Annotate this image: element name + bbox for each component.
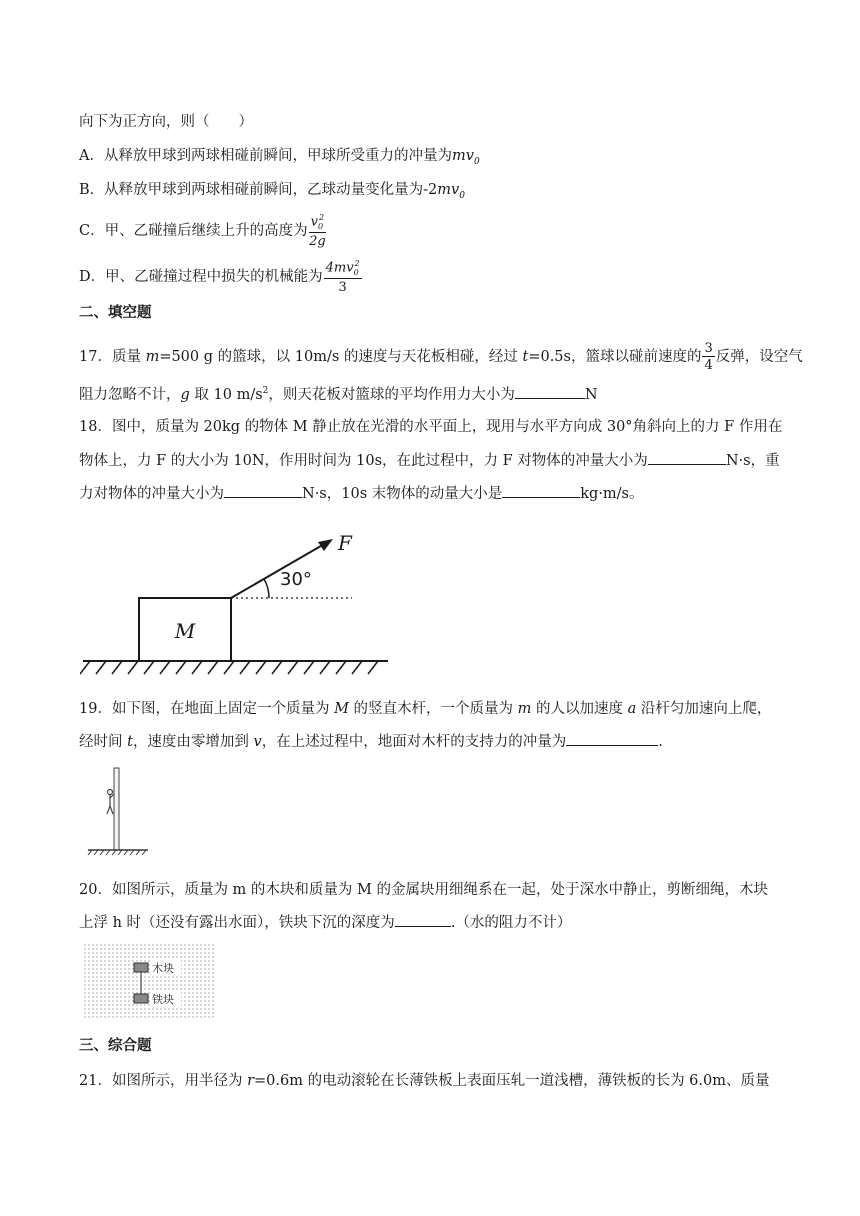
q19-figure — [84, 764, 154, 858]
q19-answer-blank[interactable] — [566, 731, 658, 746]
q16-option-a: A．从释放甲球到两球相碰前瞬间，甲球所受重力的冲量为$mv_0$ — [79, 148, 480, 167]
q18-line-3: 力对物体的冲量大小为 N·s，10s 末物体的动量大小是 kg·m/s。 — [79, 483, 644, 504]
q18-line-2: 物体上，力 F 的大小为 10N，作用时间为 10s，在此过程中，力 F 对物体的冲量大小为 N·s，重 — [79, 450, 780, 471]
q17-answer-blank[interactable] — [515, 384, 585, 399]
q17-line-2: 阻力忽略不计，g 取 10 $m/s^2$，则天花板对篮球的平均作用力大小为 N — [79, 381, 598, 405]
q18-line-1: 18．图中，质量为 20kg 的物体 M 静止放在光滑的水平面上，现用与水平方向成 30°角斜向上的力 F 作用在 — [79, 419, 783, 435]
q20-figure — [84, 944, 216, 1020]
iron-label: 铁块 — [152, 993, 174, 1006]
q17-line-1: 17．质量 m=500 g 的篮球，以 10m/s 的速度与天花板相碰，经过 t=0.5s，篮球以碰前速度的 $\frac{3}{4}$ 反弹，设空气 — [79, 341, 803, 373]
q17-fraction: $\frac{3}{4}$ — [704, 341, 713, 373]
wood-block — [134, 963, 148, 972]
q21-line-1: 21．如图所示，用半径为 r=0.6m 的电动滚轮在长薄铁板上表面压轧一道浅槽，薄铁板的长为 6.0m、质量 — [79, 1073, 770, 1089]
section-heading-fill-in: 二、填空题 — [79, 305, 152, 321]
q20-answer-blank[interactable] — [395, 912, 451, 927]
q16-b-value: $mv_0$ — [437, 182, 465, 201]
q16-intro: 向下为正方向，则（ ） — [79, 114, 253, 130]
force-arrow-head — [318, 539, 333, 551]
section-heading-comprehensive: 三、综合题 — [79, 1038, 152, 1054]
q16-option-b: B．从释放甲球到两球相碰前瞬间，乙球动量变化量为$-2mv_0$ — [79, 182, 465, 201]
q16-c-fraction: $\frac{v_0^2}{2g}$ — [309, 213, 326, 249]
q18-blank-3[interactable] — [502, 483, 580, 498]
wood-label: 木块 — [152, 962, 174, 975]
angle-label: 30° — [280, 569, 312, 590]
q20-line-1: 20．如图所示，质量为 m 的木块和质量为 M 的金属块用细绳系在一起，处于深水中静止，剪断细绳，木块 — [79, 882, 768, 898]
block-label: M — [174, 619, 196, 643]
q16-option-d: D．甲、乙碰撞过程中损失的机械能为 $\frac{4mv_0^2}{3}$ — [79, 259, 360, 295]
q16-option-c: C．甲、乙碰撞后继续上升的高度为 $\frac{v_0^2}{2g}$ — [79, 213, 326, 249]
q16-a-value: $mv_0$ — [451, 148, 480, 167]
q18-blank-1[interactable] — [648, 450, 726, 465]
q19-line-2: 经时间 t，速度由零增加到 v，在上述过程中，地面对木杆的支持力的冲量为 . — [79, 731, 663, 752]
q20-line-2: 上浮 h 时（还没有露出水面），铁块下沉的深度为 .（水的阻力不计） — [79, 912, 571, 933]
q19-line-1: 19．如下图，在地面上固定一个质量为 M 的竖直木杆，一个质量为 m 的人以加速度 a 沿杆匀加速向上爬， — [79, 701, 772, 717]
iron-block — [134, 994, 148, 1003]
q16-d-fraction: $\frac{4mv_0^2}{3}$ — [325, 259, 360, 295]
climber — [107, 790, 114, 815]
q18-figure — [80, 528, 400, 678]
force-label: F — [338, 531, 352, 555]
q18-blank-2[interactable] — [224, 483, 302, 498]
